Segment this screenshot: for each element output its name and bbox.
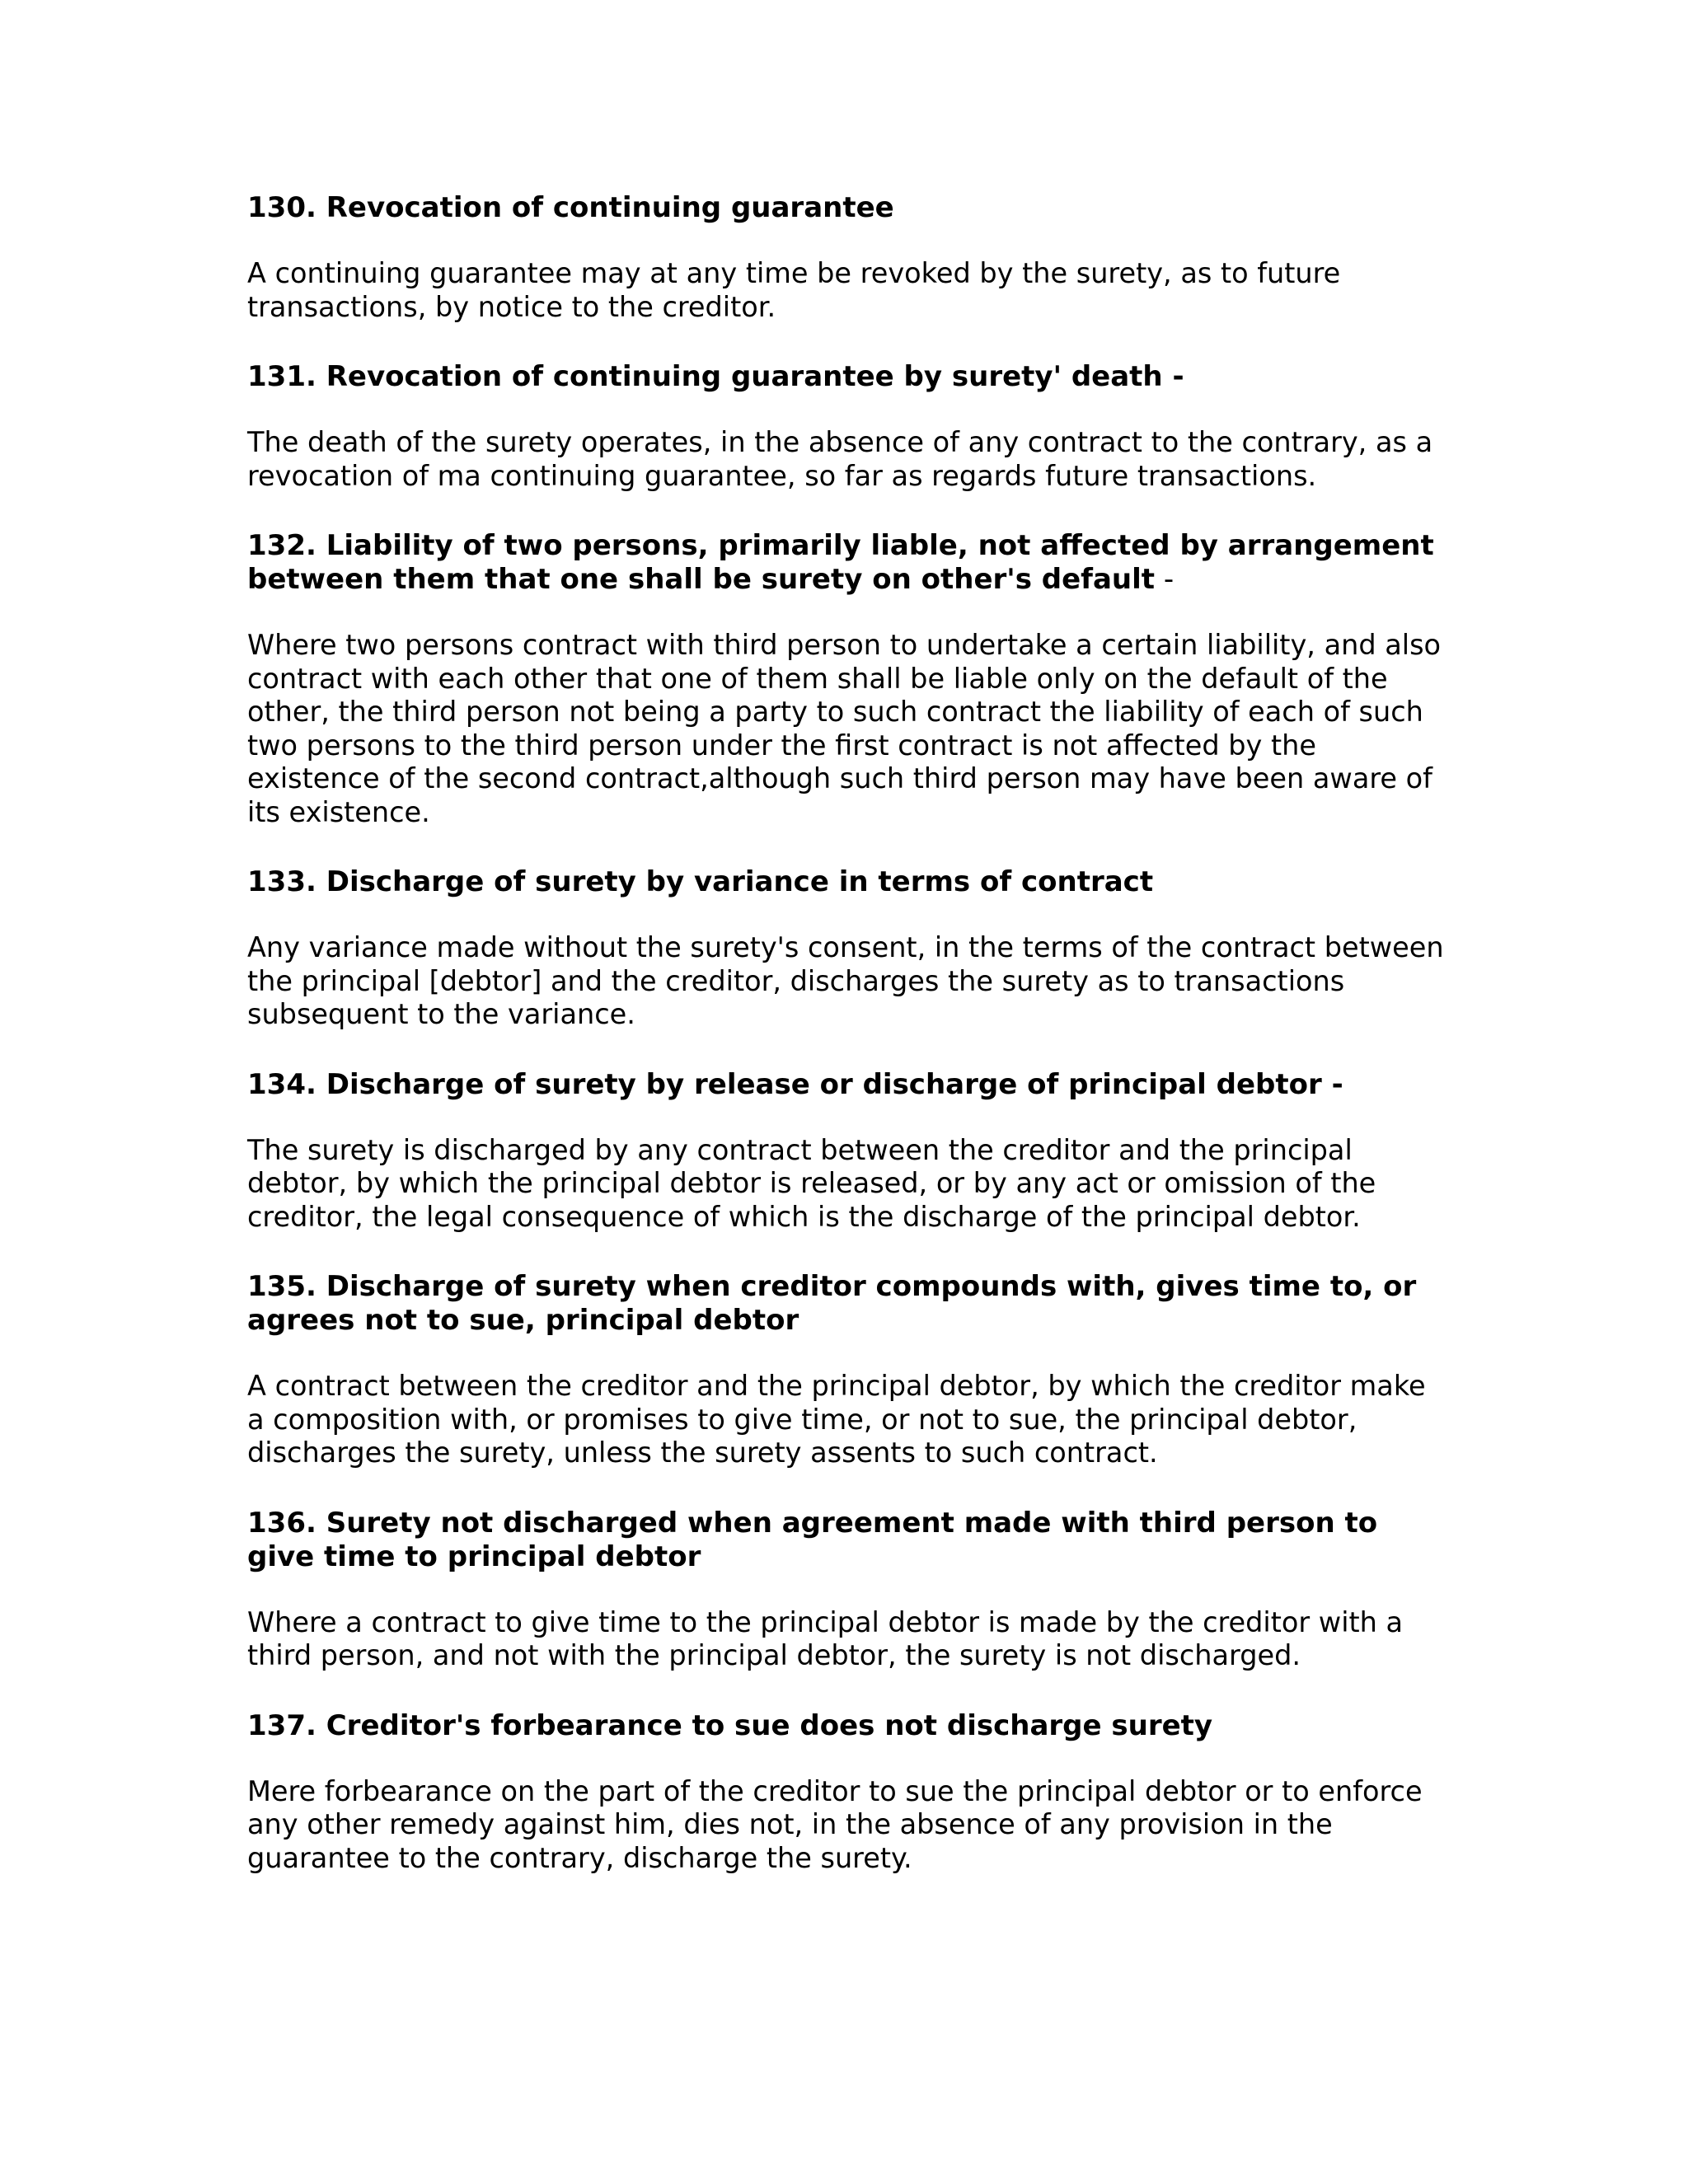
section-heading-text: 132. Liability of two persons, primarily liable, not affected by arrangement between them that one shall be surety on other's default (247, 529, 1434, 596)
section-heading (247, 360, 1451, 394)
section-heading-text: 134. Discharge of surety by release or discharge of principal debtor - (247, 1067, 1343, 1101)
section-136 (247, 1507, 1451, 1673)
section-body: Mere forbearance on the part of the creditor to sue the principal debtor or to enforce any other remedy against him, dies not, in the absence of any provision in the guarantee to the contrary, discharge the surety. (247, 1774, 1423, 1874)
section-heading-text: 131. Revocation of continuing guarantee by surety' death - (247, 360, 1184, 393)
section-heading (247, 1507, 1451, 1574)
section-134 (247, 1068, 1451, 1235)
section-heading (247, 191, 1451, 225)
section-135 (247, 1270, 1451, 1470)
section-body: The death of the surety operates, in the absence of any contract to the contrary, as a revocation of ma continuing guarantee, so far as regards future transactions. (247, 426, 1433, 492)
section-heading-text: 136. Surety not discharged when agreement made with third person to give time to principal debtor (247, 1506, 1378, 1573)
section-body: Any variance made without the surety's consent, in the terms of the contract between the principal [debtor] and the creditor, discharges the surety as to transactions subsequent to the variance. (247, 931, 1444, 1030)
section-heading (247, 529, 1451, 597)
section-heading (247, 1270, 1451, 1338)
document-page (247, 191, 1451, 1911)
section-131 (247, 360, 1451, 493)
section-heading (247, 1068, 1451, 1102)
section-body: A continuing guarantee may at any time be revoked by the surety, as to future transactions, by notice to the creditor. (247, 257, 1341, 323)
section-130 (247, 191, 1451, 324)
section-heading-text: 133. Discharge of surety by variance in terms of contract (247, 865, 1154, 898)
section-heading-text: 137. Creditor's forbearance to sue does not discharge surety (247, 1708, 1213, 1742)
section-137 (247, 1709, 1451, 1876)
section-heading (247, 865, 1451, 899)
section-heading-suffix: - (1155, 563, 1175, 596)
section-heading (247, 1709, 1451, 1743)
section-body: The surety is discharged by any contract between the creditor and the principal debtor, by which the principal debtor is released, or by any act or omission of the creditor, the legal consequence of which is the discharge of the principal debtor. (247, 1133, 1376, 1233)
section-body: Where two persons contract with third person to undertake a certain liability, and also contract with each other that one of them shall be liable only on the default of the other, the third person not being a party to such contract the liability of each of such two persons to the third person under the first contract is not affected by the existence of the second contract,although such third person may have been aware of its existence. (247, 629, 1442, 828)
section-heading-text: 130. Revocation of continuing guarantee (247, 191, 894, 224)
section-body: A contract between the creditor and the principal debtor, by which the creditor make a composition with, or promises to give time, or not to sue, the principal debtor, discharges the surety, unless the surety assents to such contract. (247, 1370, 1426, 1469)
section-132 (247, 529, 1451, 829)
section-133 (247, 865, 1451, 1032)
section-body: Where a contract to give time to the principal debtor is made by the creditor with a third person, and not with the principal debtor, the surety is not discharged. (247, 1605, 1404, 1671)
section-heading-text: 135. Discharge of surety when creditor compounds with, gives time to, or agrees not to sue, principal debtor (247, 1270, 1417, 1337)
